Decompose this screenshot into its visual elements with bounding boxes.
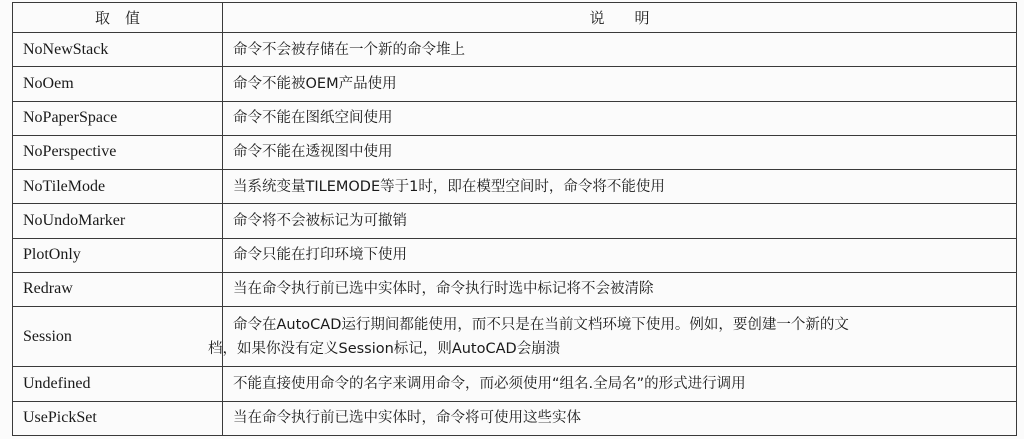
row-description: 当在命令执行前已选中实体时，命令将可使用这些实体 [223, 401, 1017, 435]
row-value: PlotOnly [13, 238, 223, 272]
header-description: 说 明 [223, 3, 1017, 33]
row-value: NoPaperSpace [13, 101, 223, 135]
table-row [13, 135, 1017, 169]
row-description: 当在命令执行前已选中实体时，命令执行时选中标记将不会被清除 [223, 272, 1017, 306]
row-description-line: 档，如果你没有定义Session标记，则AutoCAD会崩溃 [208, 340, 561, 357]
row-description: 命令只能在打印环境下使用 [223, 238, 1017, 272]
row-value: NoUndoMarker [13, 204, 223, 238]
row-description: 命令不会被存储在一个新的命令堆上 [223, 33, 1017, 67]
table-row [13, 67, 1017, 101]
row-value: UsePickSet [13, 401, 223, 435]
table-header-row [13, 3, 1017, 33]
command-flags-table [12, 2, 1017, 436]
row-value: NoOem [13, 67, 223, 101]
table-row [13, 33, 1017, 67]
row-value: NoPerspective [13, 135, 223, 169]
row-description: 命令不能在图纸空间使用 [223, 101, 1017, 135]
table-row [13, 170, 1017, 204]
row-value: NoTileMode [13, 170, 223, 204]
row-description: 命令将不会被标记为可撤销 [223, 204, 1017, 238]
row-value: Redraw [13, 272, 223, 306]
row-value: Undefined [13, 367, 223, 401]
row-description: 当系统变量TILEMODE等于1时，即在模型空间时，命令将不能使用 [223, 170, 1017, 204]
table-row [13, 307, 1017, 367]
table-row [13, 204, 1017, 238]
table-row [13, 272, 1017, 306]
row-value: Session [13, 307, 223, 367]
row-description: 不能直接使用命令的名字来调用命令，而必须使用“组名.全局名”的形式进行调用 [223, 367, 1017, 401]
header-value: 取 值 [13, 3, 223, 33]
row-description: 命令不能在透视图中使用 [223, 135, 1017, 169]
table-row [13, 401, 1017, 435]
table-row [13, 367, 1017, 401]
row-description-line: 命令在AutoCAD运行期间都能使用，而不只是在当前文档环境下使用。例如，要创建一个新的文 [233, 316, 849, 333]
row-value: NoNewStack [13, 33, 223, 67]
row-description [208, 307, 1017, 367]
row-description: 命令不能被OEM产品使用 [223, 67, 1017, 101]
table-row [13, 238, 1017, 272]
table-row [13, 101, 1017, 135]
